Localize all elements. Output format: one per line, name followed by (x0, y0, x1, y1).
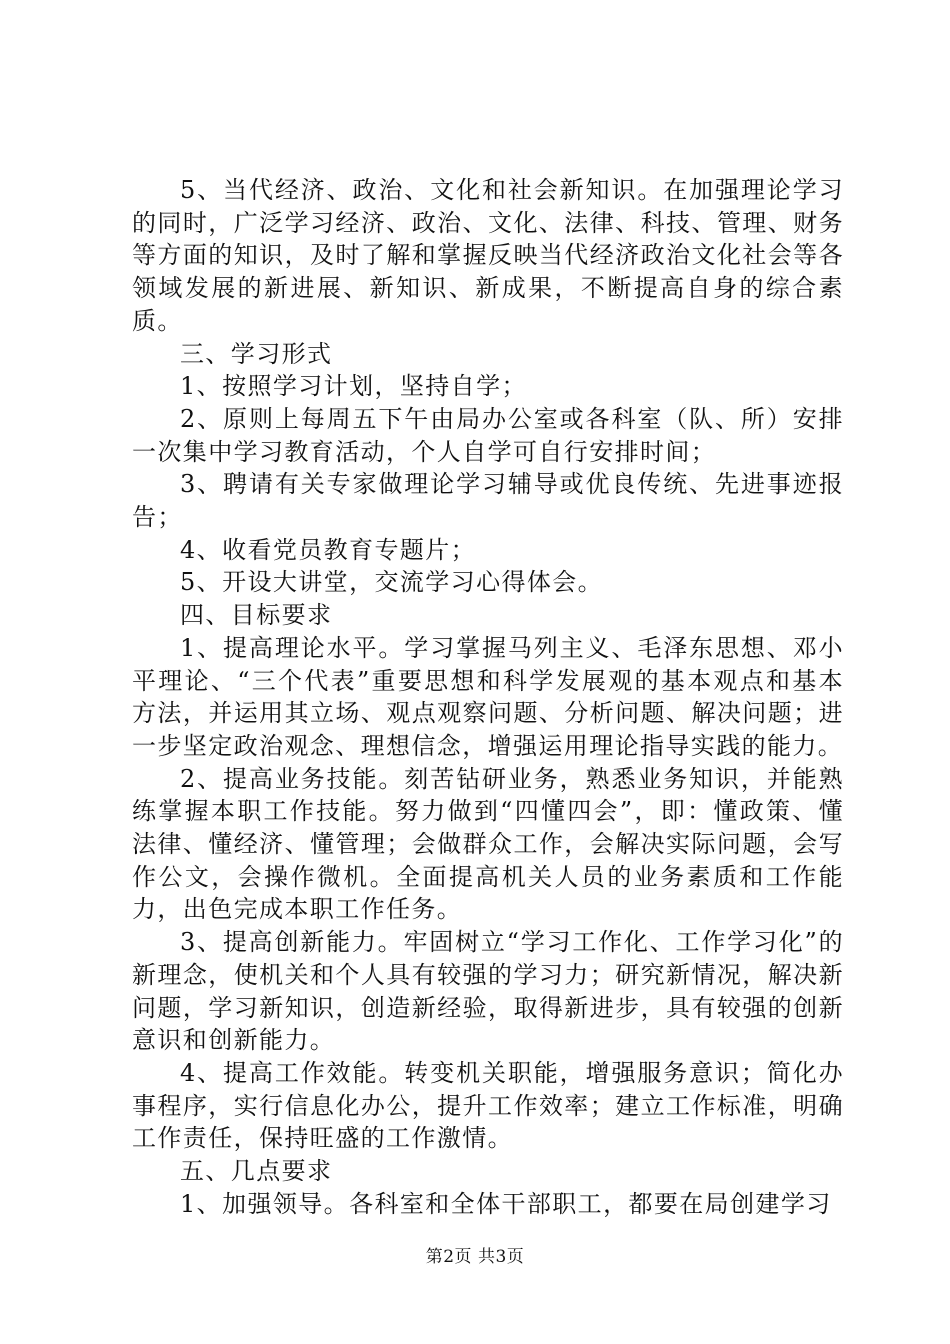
paragraph-goal-innovation: 3、提高创新能力。牢固树立“学习工作化、工作学习化”的新理念，使机关和个人具有较强的学习力；研究新情况，解决新问题，学习新知识，创造新经验，取得新进步，具有较强的创新意识和创新能力。 (132, 928, 844, 1055)
section-heading-study-format: 三、学习形式 (180, 339, 333, 368)
paragraph-goal-theory: 1、提高理论水平。学习掌握马列主义、毛泽东思想、邓小平理论、“三个代表”重要思想和科学发展观的基本观点和基本方法，并运用其立场、观点观察问题、分析问题、解决问题；进一步坚定政治观念、理想信念，增强运用理论指导实践的能力。 (132, 633, 844, 760)
section-heading-requirements: 五、几点要求 (180, 1157, 333, 1186)
document-body (132, 174, 844, 1221)
page-number-footer: 第2页 共3页 (425, 1247, 525, 1267)
section-heading-goals: 四、目标要求 (180, 601, 333, 630)
list-item-self-study: 1、按照学习计划，坚持自学； (180, 372, 527, 401)
paragraph-requirement-leadership: 1、加强领导。各科室和全体干部职工，都要在局创建学习 (180, 1189, 832, 1218)
list-item-lecture-hall: 5、开设大讲堂，交流学习心得体会。 (180, 568, 604, 597)
list-item-expert-lecture: 3、聘请有关专家做理论学习辅导或优良传统、先进事迹报告； (132, 470, 844, 532)
list-item-education-film: 4、收看党员教育专题片； (180, 535, 477, 564)
list-item-weekly-session: 2、原则上每周五下午由局办公室或各科室（队、所）安排一次集中学习教育活动，个人自学可自行安排时间； (132, 404, 844, 466)
paragraph-goal-efficiency: 4、提高工作效能。转变机关职能，增强服务意识；简化办事程序，实行信息化办公，提升工作效率；建立工作标准，明确工作责任，保持旺盛的工作激情。 (132, 1058, 844, 1153)
paragraph-knowledge-5: 5、当代经济、政治、文化和社会新知识。在加强理论学习的同时，广泛学习经济、政治、文化、法律、科技、管理、财务等方面的知识，及时了解和掌握反映当代经济政治文化社会等各领域发展的新进展、新知识、新成果，不断提高自身的综合素质。 (132, 176, 844, 335)
paragraph-goal-skills: 2、提高业务技能。刻苦钻研业务，熟悉业务知识，并能熟练掌握本职工作技能。努力做到“四懂四会”，即：懂政策、懂法律、懂经济、懂管理；会做群众工作，会解决实际问题，会写作公文，会操作微机。全面提高机关人员的业务素质和工作能力，出色完成本职工作任务。 (132, 764, 844, 924)
